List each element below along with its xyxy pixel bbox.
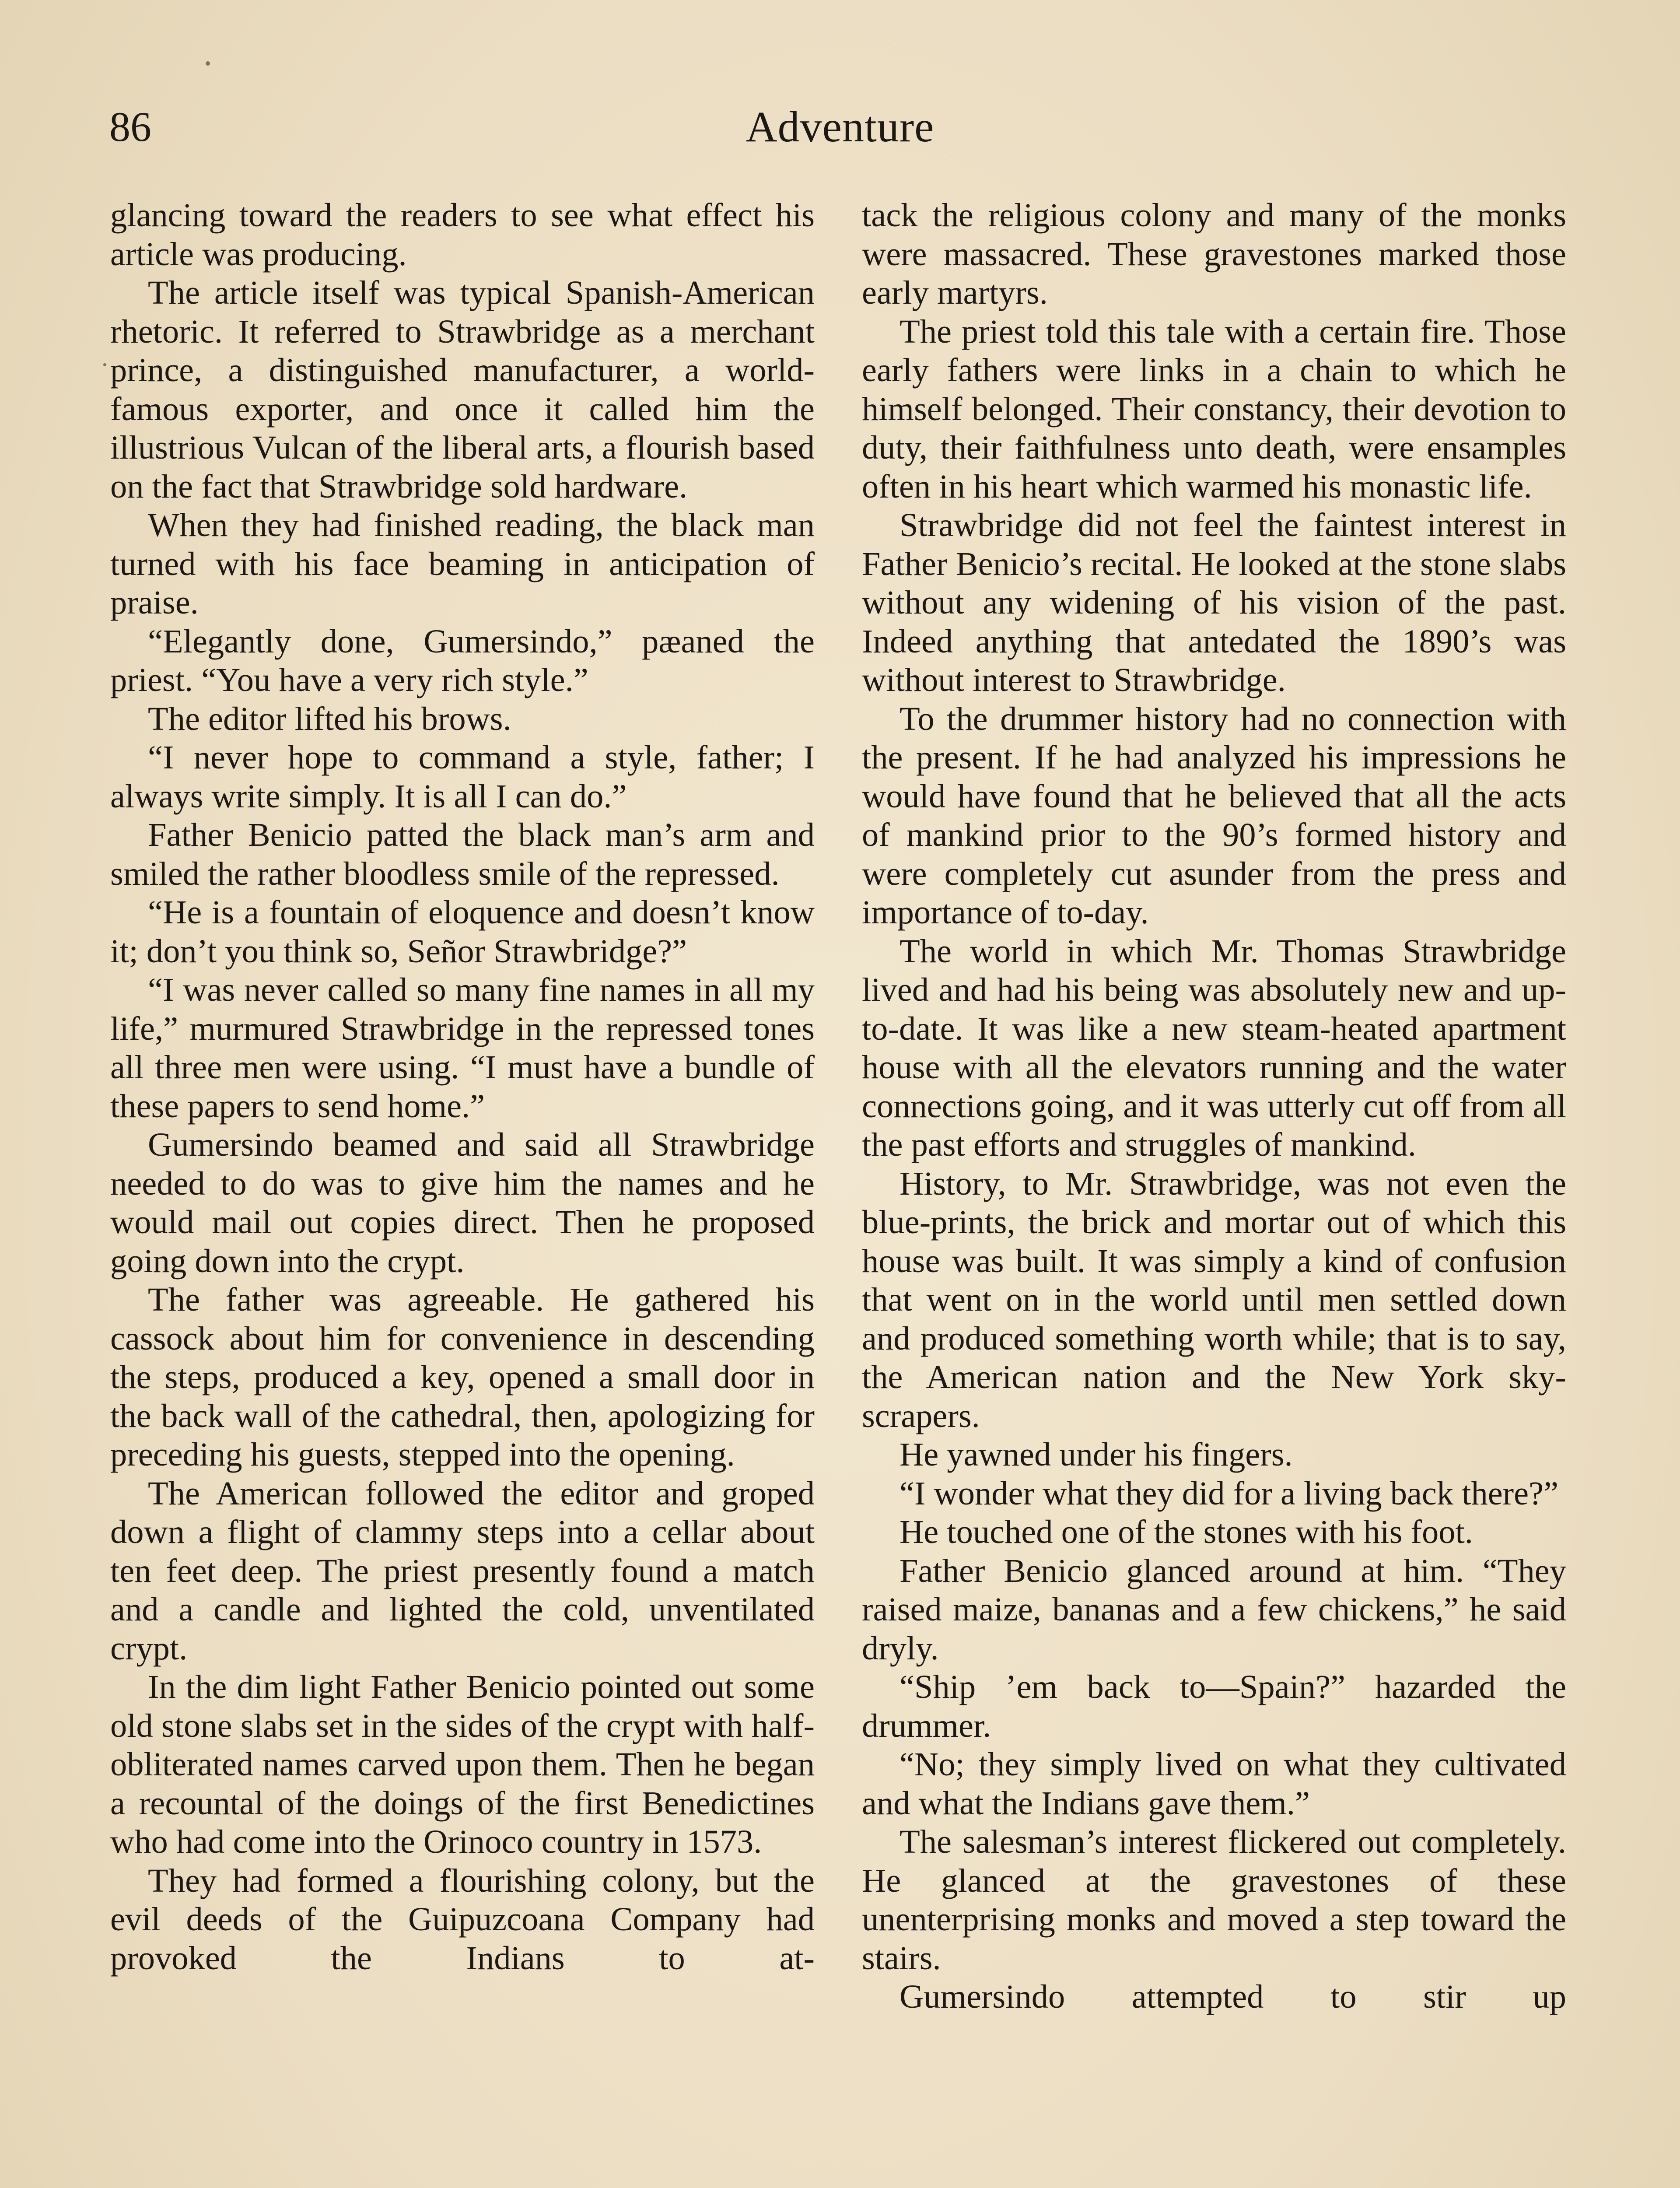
page-header (109, 101, 1571, 153)
body-paragraph: The father was agreeable. He gathered his cassock about him for convenience in descending the steps, produced a key, opened a small door in the back wall of the cathedral, then, apologizing for preceding his guests, stepped into the opening. (110, 1281, 815, 1473)
left-text-column (110, 196, 815, 1978)
body-paragraph: The world in which Mr. Thomas Strawbridge lived and had his being was absolutely new and up-to-date. It was like a new steam-heated apartment house with all the elevators running and the water connections going, and it was utterly cut off from all the past efforts and struggles of mankind. (862, 932, 1566, 1163)
body-paragraph: They had formed a flourishing colony, but the evil deeds of the Guipuzcoana Company had provoked the Indians to at- (110, 1862, 815, 1977)
running-title: Adventure (746, 102, 934, 151)
body-paragraph: Father Benicio glanced around at him. “They raised maize, bananas and a few chickens,” he said dryly. (862, 1552, 1566, 1667)
print-speck (206, 61, 210, 66)
body-paragraph: Strawbridge did not feel the faintest interest in Father Benicio’s recital. He looked at the stone slabs without any widening of his vision of the past. Indeed anything that antedated the 1890’s was without interest to Strawbridge. (862, 506, 1566, 698)
body-paragraph: Gumersindo attempted to stir up (900, 1978, 1566, 2015)
right-text-column (862, 196, 1566, 2016)
body-paragraph: Father Benicio patted the black man’s arm and smiled the rather bloodless smile of the repressed. (110, 816, 815, 892)
body-paragraph: The article itself was typical Spanish-American rhetoric. It referred to Strawbridge as a merchant prince, a distinguished manufacturer, a world-famous exporter, and once it called him the illustrious Vulcan of the liberal arts, a flourish based on the fact that Strawbridge sold hardware. (110, 274, 815, 505)
body-paragraph: “I never hope to command a style, father; I always write simply. It is all I can do.” (110, 739, 815, 815)
body-paragraph: When they had finished reading, the black man turned with his face beaming in anticipation of praise. (110, 506, 815, 621)
body-paragraph: Gumersindo beamed and said all Strawbridge needed to do was to give him the names and he would mail out copies direct. Then he proposed going down into the crypt. (110, 1126, 815, 1280)
body-paragraph: “No; they simply lived on what they cultivated and what the Indians gave them.” (862, 1746, 1566, 1822)
body-paragraph: “He is a fountain of eloquence and doesn’t know it; don’t you think so, Señor Strawbridge?” (110, 894, 815, 970)
body-paragraph: He yawned under his fingers. (900, 1436, 1293, 1473)
body-paragraph: The salesman’s interest flickered out completely. He glanced at the gravestones of these unenterprising monks and moved a step toward the stairs. (862, 1823, 1566, 1977)
body-paragraph: To the drummer history had no connection with the present. If he had analyzed his impressions he would have found that he believed that all the acts of mankind prior to the 90’s formed history and were completely cut asunder from the press and importance of to-day. (862, 700, 1566, 931)
body-paragraph: History, to Mr. Strawbridge, was not even the blue-prints, the brick and mortar out of which this house was built. It was simply a kind of confusion that went on in the world until men settled down and produced something worth while; that is to say, the American nation and the New York sky-scrapers. (862, 1164, 1566, 1434)
body-paragraph: tack the religious colony and many of the monks were massacred. These gravestones marked those early martyrs. (862, 196, 1566, 311)
body-paragraph: “I was never called so many fine names in all my life,” murmured Strawbridge in the repressed tones all three men were using. “I must have a bundle of these papers to send home.” (110, 971, 815, 1125)
body-paragraph: The priest told this tale with a certain fire. Those early fathers were links in a chain to which he himself belonged. Their constancy, their devotion to duty, their faithfulness unto death, were ensamples often in his heart which warmed his monastic life. (862, 312, 1566, 505)
print-speck (103, 363, 106, 366)
body-paragraph: “Ship ’em back to—Spain?” hazarded the drummer. (862, 1668, 1566, 1744)
body-paragraph: “Elegantly done, Gumersindo,” pæaned the priest. “You have a very rich style.” (110, 622, 815, 698)
body-paragraph: glancing toward the readers to see what effect his article was producing. (110, 196, 815, 273)
body-paragraph: The American followed the editor and groped down a flight of clammy steps into a cellar about ten feet deep. The priest presently found a match and a candle and lighted the cold, unventilated crypt. (110, 1474, 815, 1667)
body-paragraph: The editor lifted his brows. (148, 700, 511, 737)
body-paragraph: In the dim light Father Benicio pointed out some old stone slabs set in the sides of the crypt with half-obliterated names carved upon them. Then he began a recountal of the doings of the first Benedictines who had come into the Orinoco country in 1573. (110, 1668, 815, 1860)
body-paragraph: He touched one of the stones with his foot. (900, 1513, 1473, 1550)
body-paragraph: “I wonder what they did for a living back there?” (900, 1474, 1559, 1512)
page-number: 86 (109, 103, 151, 150)
